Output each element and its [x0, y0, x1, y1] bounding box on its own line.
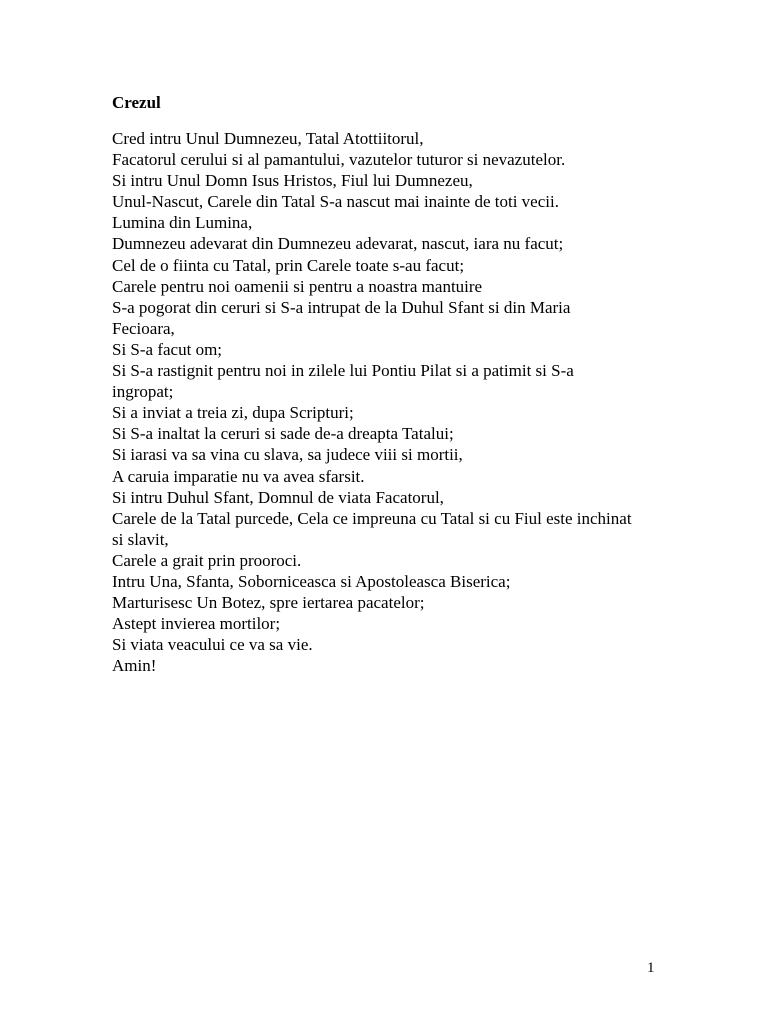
text-line: Carele de la Tatal purcede, Cela ce impreuna cu Tatal si cu Fiul este inchinat	[112, 508, 632, 528]
text-line: Si S-a rastignit pentru noi in zilele lui Pontiu Pilat si a patimit si S-a	[112, 361, 574, 381]
text-line: si slavit,	[112, 529, 169, 549]
text-line: Carele pentru noi oamenii si pentru a noastra mantuire	[112, 276, 483, 296]
text-line: Cel de o fiinta cu Tatal, prin Carele toate s-au facut;	[112, 255, 465, 275]
text-line: Si a inviat a treia zi, dupa Scripturi;	[112, 403, 354, 423]
text-line: Si intru Duhul Sfant, Domnul de viata Facatorul,	[112, 487, 444, 507]
page-number: 1	[647, 960, 655, 976]
text-line: Si viata veacului ce va sa vie.	[112, 635, 313, 655]
text-line: Marturisesc Un Botez, spre iertarea pacatelor;	[112, 593, 425, 613]
text-line: Unul-Nascut, Carele din Tatal S-a nascut mai inainte de toti vecii.	[112, 192, 559, 212]
text-line: Si iarasi va sa vina cu slava, sa judece viii si mortii,	[112, 445, 463, 465]
text-line: Si S-a inaltat la ceruri si sade de-a dreapta Tatalui;	[112, 424, 454, 444]
text-line: ingropat;	[112, 382, 174, 402]
text-line: Carele a grait prin prooroci.	[112, 550, 302, 570]
text-line: Facatorul cerului si al pamantului, vazutelor tuturor si nevazutelor.	[112, 150, 566, 170]
document-title: Crezul	[112, 93, 161, 112]
text-line: Amin!	[112, 656, 157, 676]
text-line: S-a pogorat din ceruri si S-a intrupat de la Duhul Sfant si din Maria	[112, 297, 571, 317]
text-line: A caruia imparatie nu va avea sfarsit.	[112, 466, 365, 486]
text-line: Astept invierea mortilor;	[112, 614, 281, 634]
document-body	[112, 128, 672, 676]
text-line: Intru Una, Sfanta, Soborniceasca si Apostoleasca Biserica;	[112, 571, 511, 591]
text-line: Cred intru Unul Dumnezeu, Tatal Atottiitorul,	[112, 129, 424, 148]
text-line: Fecioara,	[112, 318, 175, 338]
text-line: Dumnezeu adevarat din Dumnezeu adevarat, nascut, iara nu facut;	[112, 234, 564, 254]
text-line: Si intru Unul Domn Isus Hristos, Fiul lui Dumnezeu,	[112, 171, 473, 191]
text-line: Lumina din Lumina,	[112, 213, 253, 233]
text-line: Si S-a facut om;	[112, 339, 223, 359]
